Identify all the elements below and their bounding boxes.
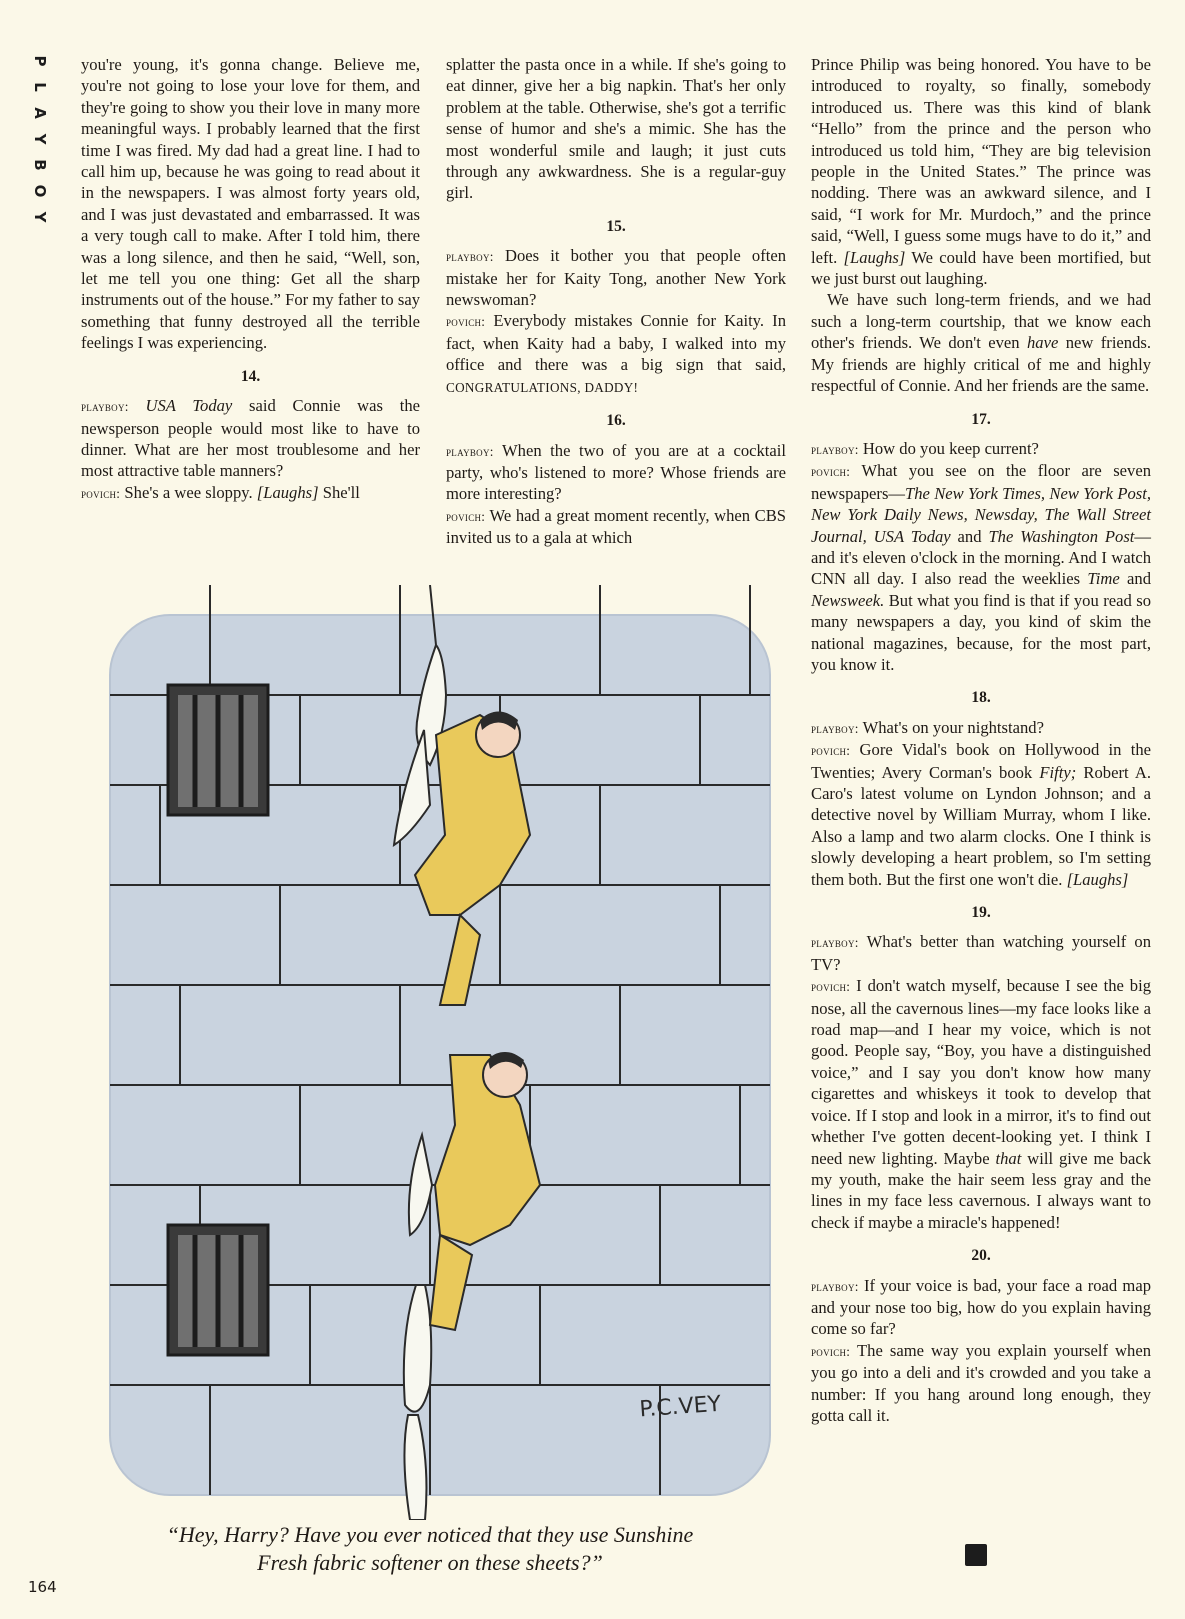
answer-text: But what you find is that if you read so many newspapers a day, you kind of skim the national magazines, because, for the most part, you know it. <box>811 590 1151 674</box>
answer-text: What you see on the floor are seven newspapers— <box>811 461 1151 503</box>
brand-letter: B <box>31 159 49 171</box>
question-text: What's better than watching yourself on TV? <box>811 932 1151 974</box>
answer-text: Gore Vidal's book on Hollywood in the Twenties; Avery Corman's book <box>811 740 1151 782</box>
question-text: said Connie was the newsperson people would most like to have to dinner. What are her most troublesome and her most attractive table manners? <box>81 396 420 481</box>
speaker-label: povich: <box>446 508 486 524</box>
vertical-brand <box>26 48 49 230</box>
answer-text: Robert A. Caro's latest volume on Lyndon Johnson; and a detective novel by William Murray, whom I like. Also a lamp and two alarm clocks. One I think is slowly developing a heart problem, so I'm setting them both. But the first one won't die. <box>811 762 1151 889</box>
laughs-note: [Laughs] <box>256 482 319 502</box>
laughs-note: [Laughs] <box>843 247 906 267</box>
answer-text: She'll <box>318 482 360 502</box>
paragraph: splatter the pasta once in a while. If she's going to eat dinner, give her a big napkin. That's her only problem at the table. Otherwise, she's got a terrific sense of humor and she's a mimic. She has the most wonderful smile and laugh; it just cuts through any awkwardness. She is a regular-guy girl. <box>446 55 786 203</box>
answer-19 <box>811 975 1151 1233</box>
question-text: When the two of you are at a cocktail party, who's listened to more? Whose friends are more interesting? <box>446 440 786 504</box>
speaker-label: povich: <box>811 464 851 480</box>
answer-text: Everybody mistakes Connie for Kaity. In fact, when Kaity had a baby, I walked into my office and there was a big sign that said, <box>446 311 786 375</box>
brand-letter: Y <box>31 211 49 223</box>
artist-signature: P.C.VEY <box>638 1391 722 1423</box>
answer-18 <box>811 739 1151 890</box>
newspaper-title: The Washington Post <box>988 526 1135 546</box>
emphasis: have <box>1027 333 1059 353</box>
magazine-title: Newsweek. <box>811 590 885 610</box>
question-number-18: 18. <box>971 689 991 707</box>
column-2 <box>446 54 786 549</box>
answer-17 <box>811 460 1151 675</box>
newspaper-titles: The New York Times, New York Post, New York Daily News, Newsday, The Wall Street Journal, USA Today <box>811 483 1151 546</box>
answer-14 <box>81 482 420 504</box>
paragraph: you're young, it's gonna change. Believe me, you're not going to lose your love for them, and they're going to show you their love in many more meaningful ways. I probably learned that the first time I was fired. My dad had a great line. I had to call him up, because he was going to read about it in the newspapers. I was almost forty years old, and I was just devastated and embarrassed. It was a very tough call to make. After I told him, there was a long silence, and then he said, “Well, son, let me tell you one thing: Get all the sharp instruments out of the house.” For my father to say something that funny destroyed all the terrible feelings I was experiencing. <box>81 55 420 353</box>
answer-text: —and it's eleven o'clock in the morning. And I watch CNN all day. I also read the weeklies <box>811 526 1151 589</box>
laughs-note: [Laughs] <box>1066 869 1129 889</box>
question-number-14: 14. <box>240 367 261 385</box>
speaker-label: povich: <box>811 743 851 759</box>
question-number-16: 16. <box>606 412 626 430</box>
column-3 <box>811 54 1151 1426</box>
brand-letter: O <box>31 184 49 198</box>
brand-letter: A <box>31 107 49 119</box>
paragraph <box>811 54 1151 289</box>
question-16 <box>446 440 786 505</box>
speaker-label: povich: <box>446 314 486 330</box>
question-number-15: 15. <box>606 217 626 235</box>
question-text: If your voice is bad, your face a road map and your nose too big, how do you explain having come so far? <box>811 1275 1151 1339</box>
question-text: What's on your nightstand? <box>858 717 1044 737</box>
question-18 <box>811 717 1151 739</box>
cartoon-caption: “Hey, Harry? Have you ever noticed that they use Sunshine Fresh fabric softener on these sheets?” <box>166 1522 694 1575</box>
barred-window-lower <box>168 1225 268 1355</box>
paragraph-text: new friends. My friends are highly critical of me and highly respectful of Connie. And her friends are the same. <box>811 333 1152 396</box>
speaker-label: povich: <box>81 485 121 501</box>
speaker-label: playboy: <box>446 249 494 265</box>
speaker-label: playboy: <box>811 935 859 951</box>
speaker-label: playboy: <box>446 443 494 459</box>
speaker-label: povich: <box>811 979 851 995</box>
answer-20 <box>811 1340 1151 1427</box>
sign-text: CONGRATULATIONS, DADDY! <box>446 379 639 395</box>
question-text: How do you keep current? <box>858 438 1039 458</box>
paragraph-text: We could have been mortified, but we just burst out laughing. <box>811 247 1151 289</box>
page-number: 164 <box>28 1578 57 1596</box>
question-number-19: 19. <box>971 904 991 922</box>
question-20 <box>811 1275 1151 1340</box>
answer-16 <box>446 505 786 549</box>
paragraph-text: We have such long-term friends, and we had such a long-term courtship, that we know each other's friends. We don't even <box>811 290 1151 353</box>
question-number-17: 17. <box>971 410 991 428</box>
question-19 <box>811 931 1151 975</box>
brand-letter: L <box>31 82 49 92</box>
paragraph <box>811 289 1151 396</box>
magazine-title: Time <box>1087 569 1120 589</box>
barred-window-upper <box>168 685 268 815</box>
brand-letter: Y <box>31 133 49 145</box>
column-1 <box>81 54 420 504</box>
question-number-20: 20. <box>971 1247 991 1265</box>
question-text: Does it bother you that people often mistake her for Kaity Tong, another New York newswoman? <box>446 246 786 310</box>
answer-text: and <box>950 526 989 546</box>
bunny-logo <box>965 1544 987 1566</box>
speaker-label: playboy: <box>811 441 859 457</box>
answer-text: and <box>1119 569 1151 589</box>
brand-letter: P <box>31 55 49 67</box>
answer-15 <box>446 310 786 398</box>
answer-text: I don't watch myself, because I see the big nose, all the cavernous lines—my face looks like a road map—and I hear my voice, which is not good. People say, “Boy, you have a distinguished voice,” and I say you don't know how many cigarettes and whiskeys it took to develop that voice. If I stop and look in a mirror, it's to find out whether I've gotten decent-looking yet. I think I need new lighting. Maybe <box>811 976 1151 1168</box>
emphasis: that <box>995 1148 1022 1168</box>
speaker-label: playboy: <box>81 399 129 415</box>
book-title: Fifty; <box>1039 762 1077 782</box>
answer-text: The same way you explain yourself when you go into a deli and it's crowded and you take a number: If you hang around long enough, they gotta call it. <box>811 1340 1151 1425</box>
answer-text: will give me back my youth, make the hair seem less gray and the lines in my face less cavernous. I always want to check if maybe a miracle's happened! <box>811 1148 1152 1232</box>
publication-title: USA Today <box>145 396 233 416</box>
paragraph-text: Prince Philip was being honored. You have to be introduced to royalty, so finally, somebody introduced us. There was this kind of blank “Hello” from the prince and the person who introduced us told him, “They are big television people in the United States.” The prince was nodding. There was an awkward silence, and I said, “I work for Mr. Murdoch,” and the prince said, “Well, I guess some mugs have to do it,” and left. <box>811 55 1151 267</box>
question-15 <box>446 245 786 310</box>
answer-text: She's a wee sloppy. <box>120 482 257 502</box>
question-17 <box>811 438 1151 460</box>
question-14 <box>81 395 420 482</box>
brand-letters <box>26 48 49 230</box>
cartoon-illustration <box>100 585 780 1520</box>
answer-text: We had a great moment recently, when CBS invited us to a gala at which <box>446 505 786 548</box>
speaker-label: povich: <box>811 1343 851 1359</box>
speaker-label: playboy: <box>811 1278 859 1294</box>
speaker-label: playboy: <box>811 720 859 736</box>
